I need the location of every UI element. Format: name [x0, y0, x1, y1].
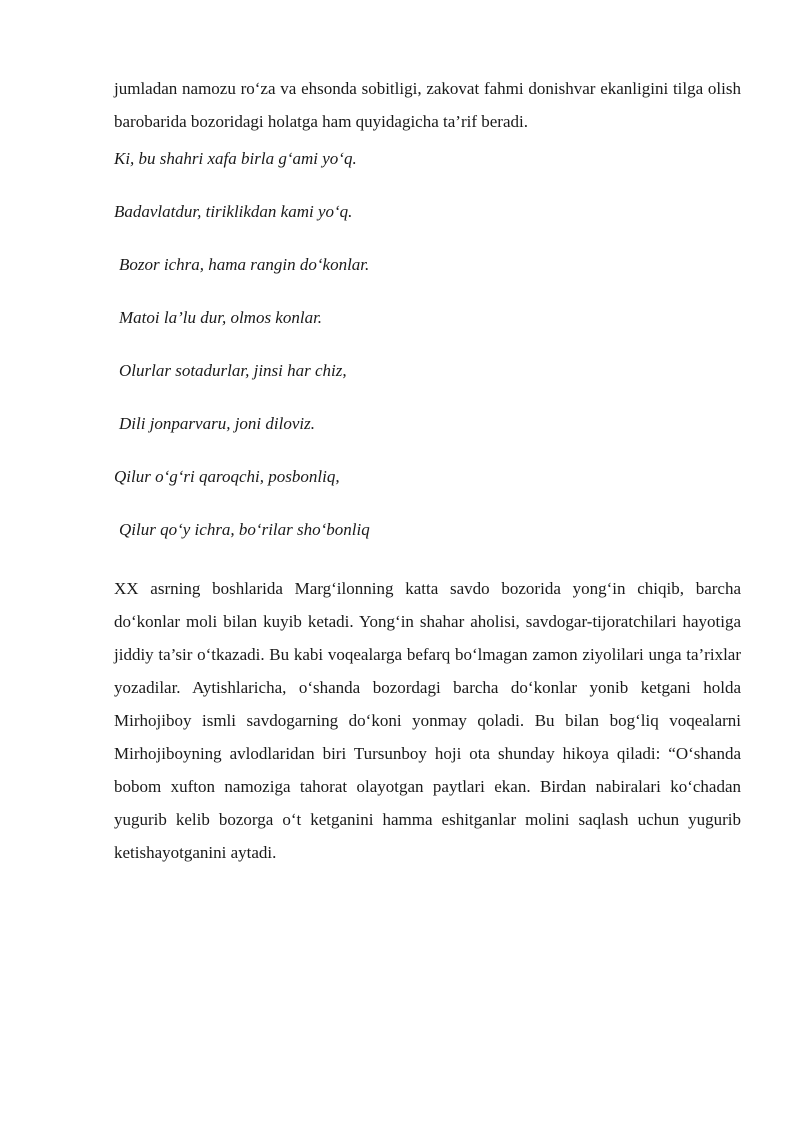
poem-line-1: Ki, bu shahri xafa birla g‘ami yo‘q. [114, 149, 357, 168]
poem-line-3: Bozor ichra, hama rangin do‘konlar. [119, 255, 370, 274]
poem [114, 148, 741, 541]
document-page [114, 72, 741, 869]
poem-line-7: Qilur o‘g‘ri qaroqchi, posbonliq, [114, 467, 340, 486]
poem-line-2: Badavlatdur, tiriklikdan kami yo‘q. [114, 202, 353, 221]
poem-line-5: Olurlar sotadurlar, jinsi har chiz, [119, 361, 347, 380]
intro-paragraph: jumladan namozu ro‘za va ehsonda sobitligi, zakovat fahmi donishvar ekanligini tilga olish barobarida bozoridagi holatga ham quyidagicha ta’rif beradi. [114, 79, 741, 131]
poem-line-8: Qilur qo‘y ichra, bo‘rilar sho‘bonliq [119, 520, 370, 539]
poem-line-4: Matoi la’lu dur, olmos konlar. [119, 308, 323, 327]
main-paragraph: XX asrning boshlarida Marg‘ilonning katta savdo bozorida yong‘in chiqib, barcha do‘konlar moli bilan kuyib ketadi. Yong‘in shahar aholisi, savdogar-tijoratchilari hayotiga jiddiy ta’sir o‘tkazadi. Bu kabi voqealarga befarq bo‘lmagan zamon ziyolilari unga ta’rixlar yozadilar. Aytishlaricha, o‘shanda bozordagi barcha do‘konlar yonib ketgani holda Mirhojiboy ismli savdogarning do‘koni yonmay qoladi. Bu bilan bog‘liq voqealarni Mirhojiboyning avlodlaridan biri Tursunboy hoji ota shunday hikoya qiladi: “O‘shanda bobom xufton namoziga tahorat olayotgan paytlari ekan. Birdan nabiralari ko‘chadan yugurib kelib bozorga o‘t ketganini hamma eshitganlar molini saqlash uchun yugurib ketishayotganini aytadi. [114, 579, 741, 862]
poem-line-6: Dili jonparvaru, joni diloviz. [119, 414, 315, 433]
